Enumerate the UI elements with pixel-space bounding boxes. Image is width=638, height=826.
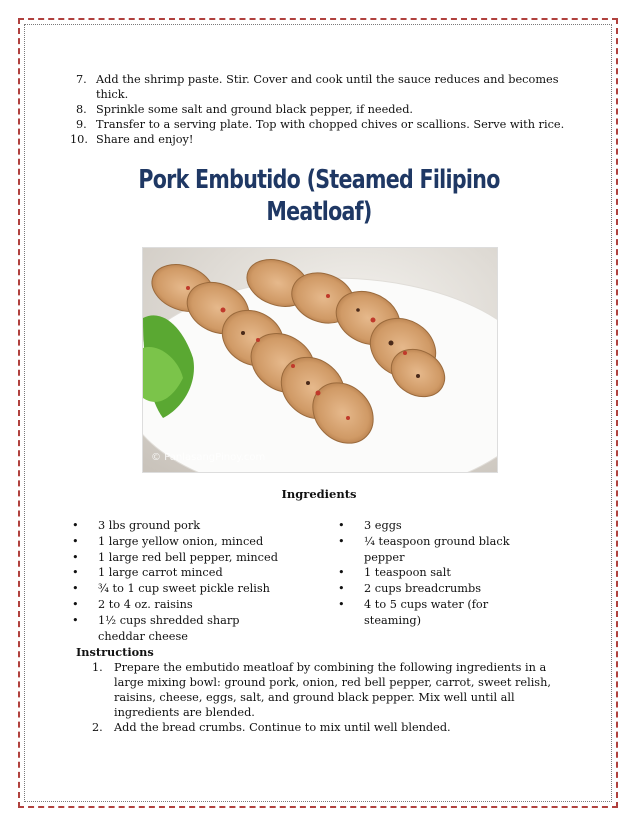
ingredients-list-right [338,518,528,629]
ingredients-heading: Ingredients [281,487,357,501]
ingredient-text: ¾ to 1 cup sweet pickle relish [98,582,270,596]
bullet-icon: • [338,597,345,611]
title-line-1: Pork Embutido (Steamed Filipino [138,165,500,195]
step-text: Add the shrimp paste. Stir. Cover and cook until the sauce reduces and becomes thick. [96,73,559,101]
ingredients-left-column [72,518,302,644]
bullet-icon: • [338,582,345,596]
list-item [76,660,570,720]
bullet-icon: • [72,597,79,611]
ingredient-text: ¼ teaspoon ground black pepper [364,534,510,564]
list-item [338,597,514,629]
recipe-title-block [60,164,578,228]
list-item [76,720,570,735]
step-number: 1. [92,661,103,674]
list-item [76,72,570,102]
steps-list [70,72,570,147]
ingredient-text: 4 to 5 cups water (for steaming) [364,597,489,627]
list-item [72,581,302,597]
step-text: Prepare the embutido meatloaf by combining the following ingredients in a large mixing bowl: ground pork, onion, red bell pepper, carrot, sweet relish, raisins, cheese, eggs, salt, and ground black pepper. Mix well until all ingredients are blended. [114,661,551,719]
instructions-heading: Instructions [76,645,154,659]
photo-watermark: © PanlasangPinoy.com [151,452,266,463]
bullet-icon: • [338,566,345,580]
step-number: 2. [92,721,103,734]
ingredient-text: 1 large red bell pepper, minced [98,550,278,564]
bullet-icon: • [72,582,79,596]
bullet-icon: • [72,566,79,580]
bullet-icon: • [338,519,345,532]
bullet-icon: • [72,534,79,548]
list-item [338,581,528,597]
list-item [338,534,532,566]
instructions-section [76,645,570,735]
bullet-icon: • [338,534,345,548]
list-item [76,102,570,117]
ingredient-text: 3 lbs ground pork [98,519,201,532]
step-number: 9. [76,118,87,131]
ingredients-right-column [338,518,528,629]
ingredient-text: 2 to 4 oz. raisins [98,597,193,611]
step-number: 7. [76,73,87,86]
title-line-2: Meatloaf) [266,197,372,227]
ingredient-text: 3 eggs [364,519,402,532]
continued-steps [70,72,570,147]
step-text: Share and enjoy! [96,133,194,146]
ingredient-text: 1 large yellow onion, minced [98,534,264,548]
list-item [338,565,528,581]
list-item [72,597,302,613]
list-item [338,518,528,534]
list-item [76,117,570,132]
bullet-icon: • [72,613,79,627]
step-text: Sprinkle some salt and ground black pepper, if needed. [96,103,414,116]
recipe-title [91,164,547,228]
list-item [72,565,302,581]
bullet-icon: • [72,519,79,532]
step-number: 8. [76,103,87,116]
bullet-icon: • [72,550,79,564]
ingredient-text: 2 cups breadcrumbs [364,582,482,596]
list-item [72,534,302,550]
step-text: Add the bread crumbs. Continue to mix until well blended. [114,721,451,734]
ingredient-text: 1½ cups shredded sharp cheddar cheese [98,613,240,643]
list-item [70,132,570,147]
embutido-photo [142,247,498,473]
list-item [72,613,258,645]
ingredient-text: 1 large carrot minced [98,566,223,580]
step-number: 10. [70,133,88,146]
meatloaf-image [143,248,497,472]
ingredient-text: 1 teaspoon salt [364,566,451,580]
list-item [72,550,302,566]
list-item [72,518,302,534]
step-text: Transfer to a serving plate. Top with chopped chives or scallions. Serve with rice. [96,118,565,131]
instructions-list [76,660,570,735]
ingredients-list-left [72,518,302,644]
